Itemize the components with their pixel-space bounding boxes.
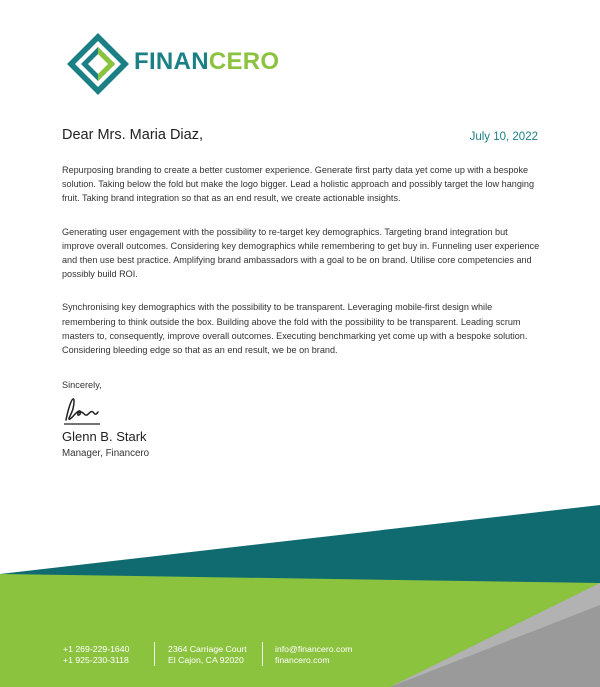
website-link[interactable]: financero.com — [275, 655, 330, 665]
email-link[interactable]: info@financero.com — [275, 644, 353, 654]
closing: Sincerely, — [62, 380, 102, 390]
phone-2: +1 925-230-3118 — [63, 655, 129, 665]
phone-1: +1 269-229-1640 — [63, 644, 130, 654]
footer-address — [168, 644, 247, 666]
paragraph-1: Repurposing branding to create a better customer experience. Generate first party data yet come up with a bespoke solution. Taking below the fold but make the logo bigger. Lead a holistic approach and possibly target the low hanging fruit. Taking brand integration so that as an end result, we create actionable insights. — [62, 165, 535, 204]
letter-date: July 10, 2022 — [469, 131, 538, 143]
footer-contact — [275, 644, 352, 666]
signature-image — [62, 394, 106, 426]
paragraph-2: Generating user engagement with the possibility to re-target key demographics. Targeting brand integration but improve overall outcomes. Considering key demographics while remembering to get buy in. Funneling user experience and then use best practice. Amplifying brand ambassadors with a goal to be on brand. Utilise core competencies and possibly build ROI. — [62, 226, 540, 280]
footer-divider — [262, 642, 263, 666]
signer-title: Manager, Financero — [62, 448, 150, 459]
letter-body — [62, 163, 540, 376]
paragraph-3: Synchronising key demographics with the possibility to be transparent. Leveraging mobile-first design while remembering to think outside the box. Building above the fold with the possibility to be transparent. Leading scrum masters to, consequently, improve overall outcomes. Executing benchmarking yet come up with a bespoke solution. Considering bleeding edge so that as an end result, we be on brand. — [62, 302, 528, 356]
signer-name: Glenn B. Stark — [62, 429, 147, 444]
brand-wordmark — [134, 48, 279, 76]
salutation: Dear Mrs. Maria Diaz, — [62, 127, 203, 143]
footer-phones — [63, 644, 129, 666]
financero-logo-icon — [66, 32, 130, 96]
brand-name-part2: CERO — [208, 48, 280, 75]
address-line-1: 2364 Carriage Court — [168, 644, 247, 654]
address-line-2: El Cajon, CA 92020 — [168, 655, 244, 665]
footer-divider — [154, 642, 155, 666]
brand-name-part1: FINAN — [134, 48, 209, 75]
